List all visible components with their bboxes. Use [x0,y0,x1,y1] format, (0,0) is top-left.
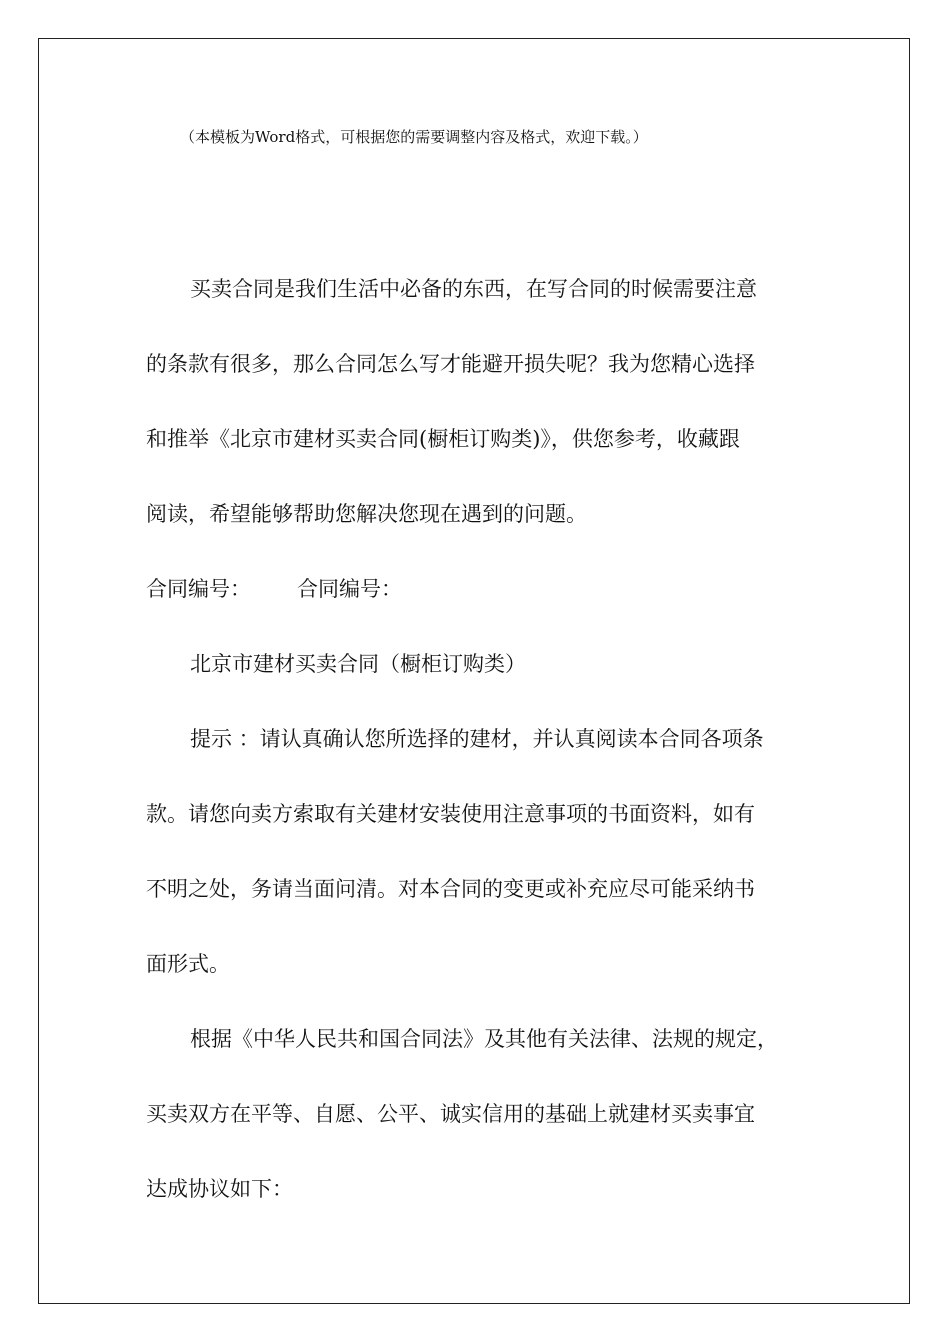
notice-line-4: 面形式。 [146,952,230,976]
template-note: （本模板为Word格式，可根据您的需要调整内容及格式，欢迎下载。） [180,128,648,146]
contract-number-row [146,575,826,603]
notice-line-1: 提示 ：请认真确认您所选择的建材，并认真阅读本合同各项条 [190,727,764,751]
legal-basis-line-2: 买卖双方在平等、自愿、公平、诚实信用的基础上就建材买卖事宜 [146,1102,755,1126]
intro-line-4: 阅读，希望能够帮助您解决您现在遇到的问题。 [146,502,587,526]
intro-line-2: 的条款有很多，那么合同怎么写才能避开损失呢？我为您精心选择 [146,352,755,376]
legal-basis-line-3: 达成协议如下： [146,1177,293,1201]
contract-number-label-repeat: 合同编号： [297,577,402,601]
intro-line-1: 买卖合同是我们生活中必备的东西，在写合同的时候需要注意 [190,277,757,301]
contract-number-label: 合同编号： [146,577,251,601]
notice-line-2: 款。请您向卖方索取有关建材安装使用注意事项的书面资料，如有 [146,802,755,826]
contract-title: 北京市建材买卖合同（橱柜订购类） [190,652,526,676]
intro-line-3: 和推举《北京市建材买卖合同(橱柜订购类)》，供您参考，收藏跟 [146,427,740,451]
legal-basis-line-1: 根据《中华人民共和国合同法》及其他有关法律、法规的规定， [190,1027,778,1051]
notice-line-3: 不明之处，务请当面问清。对本合同的变更或补充应尽可能采纳书 [146,877,755,901]
